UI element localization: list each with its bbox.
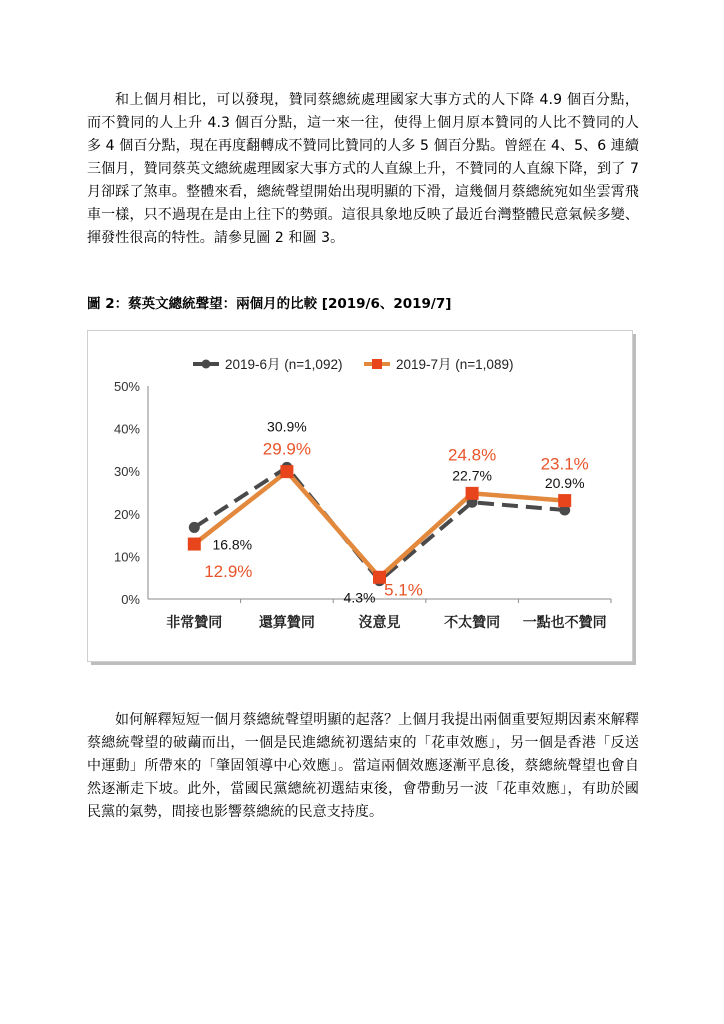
data-point [188, 538, 201, 551]
body-paragraph-2: 如何解釋短短一個月蔡總統聲望明顯的起落？上個月我提出兩個重要短期因素來解釋蔡總統聲望的破繭而出，一個是民進總統初選結束的「花車效應」，另一個是香港「反送中運動」所帶來的「肇固領導中心效應」。當這兩個效應逐漸平息後，蔡總統聲望也會自然逐漸走下坡。此外，當國民黨總統初選結束後，會帶動另一波「花車效應」，有助於國民黨的氣勢，間接也影響蔡總統的民意支持度。 [87, 712, 639, 820]
legend-marker [372, 359, 382, 369]
y-tick-label: 0% [121, 592, 140, 607]
x-tick-label: 一點也不贊同 [522, 614, 607, 630]
x-tick-label: 非常贊同 [166, 614, 223, 630]
data-label: 29.9% [262, 439, 312, 459]
y-tick-label: 50% [113, 379, 140, 394]
data-label: 30.9% [267, 418, 307, 435]
chart-frame [87, 330, 633, 662]
data-label: 4.3% [343, 589, 376, 606]
y-tick-label: 40% [113, 421, 140, 437]
legend-marker [202, 360, 211, 369]
legend-label: 2019-6月 (n=1,092) [225, 357, 343, 372]
data-label: 5.1% [384, 580, 423, 600]
chart-legend [193, 357, 513, 372]
data-label: 16.8% [212, 536, 253, 553]
data-label: 23.1% [540, 454, 589, 474]
x-tick-label: 還算贊同 [258, 614, 315, 630]
data-label: 20.9% [544, 474, 585, 491]
data-label: 12.9% [204, 562, 253, 582]
y-axis [114, 379, 148, 607]
y-tick-label: 10% [113, 549, 140, 565]
plot-area [188, 418, 589, 605]
data-point [189, 522, 200, 533]
figure-caption: 圖 2：蔡英文總統聲望：兩個月的比較 [2019/6、2019/7] [87, 296, 452, 312]
y-tick-label: 20% [113, 506, 140, 522]
x-tick-label: 沒意見 [358, 614, 401, 630]
data-label: 22.7% [452, 467, 492, 484]
data-point [466, 487, 479, 500]
x-tick-label: 不太贊同 [444, 614, 501, 630]
data-point [280, 465, 293, 478]
approval-line-chart [88, 331, 632, 661]
legend-label: 2019-7月 (n=1,089) [396, 357, 514, 372]
body-paragraph-1: 和上個月相比，可以發現，贊同蔡總統處理國家大事方式的人下降 4.9 個百分點，而不贊同的人上升 4.3 個百分點，這一來一往，使得上個月原本贊同的人比不贊同的人多 4 個百分點，現在再度翻轉成不贊同比贊同的人多 5 個百分點。曾經在 4、5、6 連續三個月，贊同蔡英文總統處理國家大事方式的人直線上升，不贊同的人直線下降，到了 7 月卻踩了煞車。整體來看，總統聲望開始出現明顯的下滑，這幾個月蔡總統宛如坐雲霄飛車一樣，只不過現在是由上往下的勢頭。這很具象地反映了最近台灣整體民意氣候多變、揮發性很高的特性。請參見圖 2 和圖 3。 [87, 92, 639, 246]
data-point [558, 494, 571, 507]
data-label: 24.8% [447, 445, 497, 465]
x-axis [148, 599, 611, 630]
y-tick-label: 30% [113, 464, 140, 480]
